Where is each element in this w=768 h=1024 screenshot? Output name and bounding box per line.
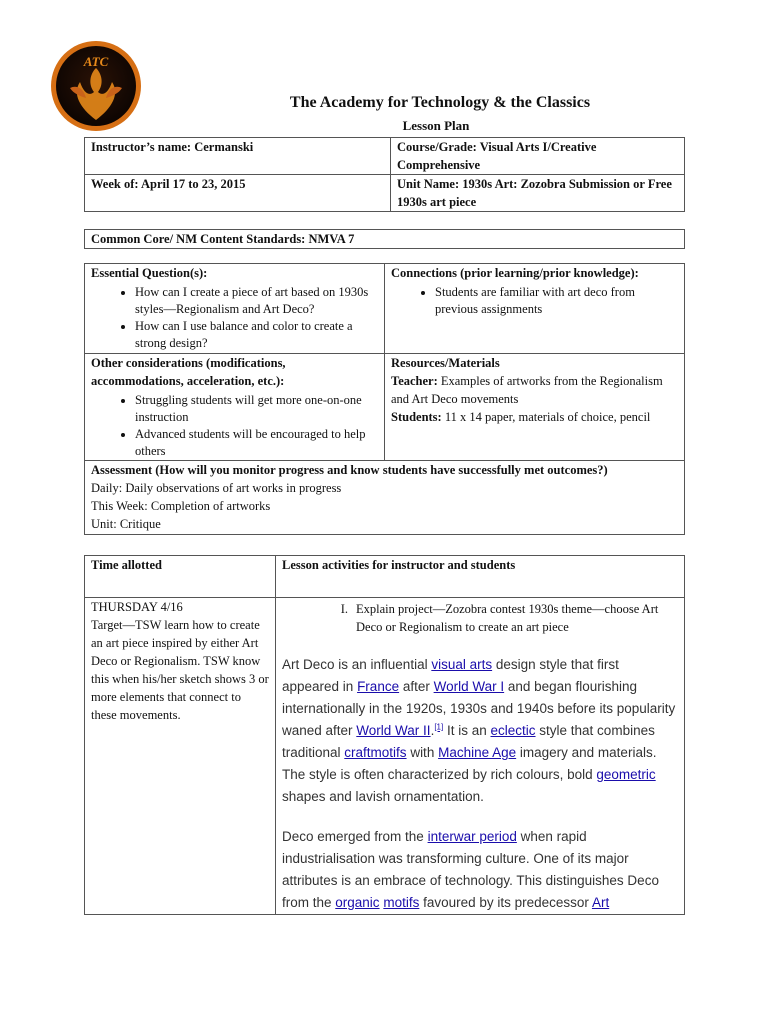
link-organic[interactable]: organic xyxy=(335,895,380,910)
essential-questions-cell xyxy=(85,264,385,354)
consideration-item: • Advanced students will be encouraged to help others xyxy=(135,426,378,460)
target-text: Target—TSW learn how to create an art piece inspired by either Art Deco or Regionalism. TSW know this when his/her sketch shows 3 or more elements that connect to these movements. xyxy=(91,618,269,722)
connections-heading: Connections (prior learning/prior knowledge): xyxy=(391,266,639,280)
consideration-item: • Struggling students will get more one-on-one instruction xyxy=(135,392,378,426)
atc-logo xyxy=(50,38,142,134)
activities-cell xyxy=(276,598,685,915)
step-number: I. xyxy=(340,602,348,616)
citation-link[interactable]: [1] xyxy=(434,722,444,732)
assessment-week: This Week: Completion of artworks xyxy=(91,499,271,513)
standards-table xyxy=(84,229,685,249)
planning-table xyxy=(84,263,685,535)
student-resources: Students: 11 x 14 paper, materials of choice, pencil xyxy=(391,410,651,424)
considerations-cell xyxy=(85,354,385,461)
step-text: Explain project—Zozobra contest 1930s theme—choose Art Deco or Regionalism to create an art piece xyxy=(356,602,659,634)
unit-name: Unit Name: 1930s Art: Zozobra Submission or Free 1930s art piece xyxy=(391,175,685,212)
course-grade: Course/Grade: Visual Arts I/Creative Comprehensive xyxy=(391,138,685,175)
content-standards: Common Core/ NM Content Standards: NMVA 7 xyxy=(85,230,685,249)
assessment-daily: Daily: Daily observations of art works in progress xyxy=(91,481,342,495)
activity-step xyxy=(282,600,678,636)
considerations-heading: Other considerations (modifications, accommodations, acceleration, etc.): xyxy=(91,356,286,388)
assessment-cell xyxy=(85,461,685,535)
schedule-table xyxy=(84,555,685,915)
link-machine-age[interactable]: Machine Age xyxy=(438,745,517,760)
link-france[interactable]: France xyxy=(357,679,400,694)
assessment-unit: Unit: Critique xyxy=(91,517,161,531)
day-cell xyxy=(85,598,276,915)
essential-question: • How can I use balance and color to create a strong design? xyxy=(135,318,378,352)
link-geometric[interactable]: geometric xyxy=(596,767,656,782)
connections-cell xyxy=(385,264,685,354)
resources-heading: Resources/Materials xyxy=(391,356,500,370)
resources-cell xyxy=(385,354,685,461)
document-subtitle: Lesson Plan xyxy=(402,118,470,133)
time-allotted-header: Time allotted xyxy=(85,556,276,598)
instructor-name: Instructor’s name: Cermanski xyxy=(85,138,391,175)
school-title: The Academy for Technology & the Classics xyxy=(289,94,591,111)
link-world-war-ii[interactable]: World War II xyxy=(356,723,431,738)
link-craftmotifs[interactable]: craftmotifs xyxy=(344,745,407,760)
link-art-nouveau[interactable]: Art xyxy=(591,895,610,910)
day-label: THURSDAY 4/16 xyxy=(91,600,183,614)
link-eclectic[interactable]: eclectic xyxy=(490,723,536,738)
connection-item: • Students are familiar with art deco from previous assignments xyxy=(435,284,678,318)
week-of: Week of: April 17 to 23, 2015 xyxy=(85,175,391,212)
link-world-war-i[interactable]: World War I xyxy=(433,679,505,694)
link-interwar-period[interactable]: interwar period xyxy=(427,829,517,844)
teacher-resources: Teacher: Examples of artworks from the Regionalism and Art Deco movements xyxy=(391,374,663,406)
assessment-heading: Assessment (How will you monitor progress and know students have successfully met outcomes?) xyxy=(91,463,608,477)
info-table xyxy=(84,137,685,212)
essential-questions-heading: Essential Question(s): xyxy=(91,266,208,280)
activities-header: Lesson activities for instructor and students xyxy=(276,556,685,598)
link-motifs[interactable]: motifs xyxy=(383,895,420,910)
essential-question: • How can I create a piece of art based on 1930s styles—Regionalism and Art Deco? xyxy=(135,284,378,318)
svg-text:ATC: ATC xyxy=(83,54,109,69)
art-deco-paragraph-1: Art Deco is an influential visual arts design style that first appeared in France after World War I and began flourishing internationally in the 1920s, 1930s and 1940s before its popularity waned after World War II.[1] It is an eclectic style that combines traditional craftmotifs with Machine Age imagery and materials. The style is often characterized by rich colours, bold geometric shapes and lavish ornamentation. xyxy=(282,657,676,804)
art-deco-paragraph-2: Deco emerged from the interwar period when rapid industrialisation was transforming culture. One of its major attributes is an embrace of technology. This distinguishes Deco from the organic motifs favoured by its predecessor Art xyxy=(282,829,659,910)
link-visual-arts[interactable]: visual arts xyxy=(431,657,493,672)
